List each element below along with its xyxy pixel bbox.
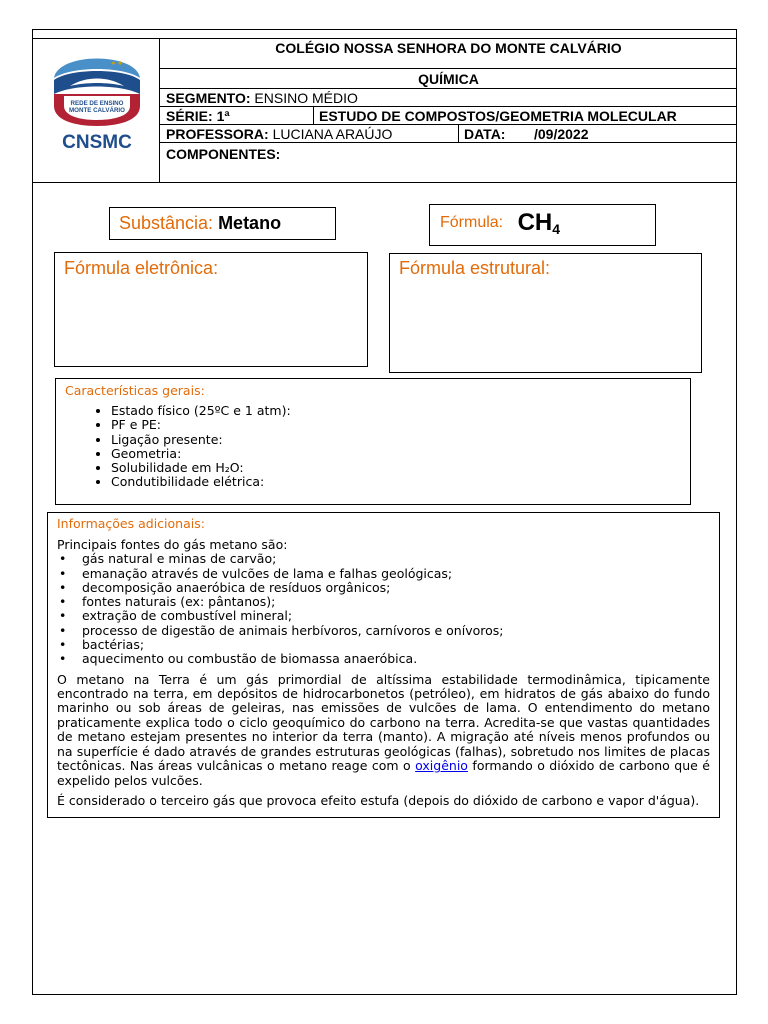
substance-label: Substância: (119, 213, 219, 233)
list-item: • Ligação presente: (111, 433, 681, 447)
list-item: • Condutibilidade elétrica: (111, 475, 681, 489)
segment-row (160, 89, 737, 107)
date-divider (458, 125, 459, 143)
methane-paragraph-text: O metano na Terra é um gás primordial de altíssima estabilidade termodinâmica, tipicamente encontrado na terra, em depósitos de hidrocarbonetos (petróleo), em hidratos de gás abaixo do fundo marinho ou sob áreas de geleiras, nas emissões de vulcões de lama. O entendimento do metano praticamente explica todo o ciclo geoquímico do carbono na terra. Acredita-se que vastas quantidades de metano estejam presentes no interior da terra (manto). A migração até níveis menos profundos ou na superfície é dado através de grandes estruturas geológicas (falhas), sobretudo nos limites de placas tectônicas. Nas áreas vulcânicas o metano reage com o (57, 671, 710, 774)
oxygen-link[interactable]: oxigênio (415, 758, 468, 774)
formula-subscript: 4 (552, 221, 561, 237)
structural-formula-label: Fórmula estrutural: (399, 258, 551, 278)
subject-row (160, 69, 737, 89)
svg-text:MONTE CALVÁRIO: MONTE CALVÁRIO (69, 107, 125, 114)
svg-text:REDE DE ENSINO: REDE DE ENSINO (70, 100, 124, 107)
shield-logo-icon (50, 46, 144, 158)
date-label: DATA: (464, 126, 506, 142)
list-item: • extração de combustível mineral; (57, 609, 710, 623)
date-value: /09/2022 (534, 126, 589, 142)
topic-label: ESTUDO DE COMPOSTOS/GEOMETRIA MOLECULAR (319, 108, 677, 124)
electronic-formula-box (54, 252, 368, 367)
school-logo (50, 46, 144, 158)
teacher-value: LUCIANA ARAÚJO (268, 126, 393, 142)
methane-paragraph-tail: formando o dióxido de carbono que é expelido pelos vulcões. (57, 758, 710, 788)
sources-list (57, 552, 710, 666)
list-item: • Geometria: (111, 447, 681, 461)
list-item: • aquecimento ou combustão de biomassa anaeróbica. (57, 652, 710, 666)
substance-value: Metano (218, 213, 282, 233)
school-name-row (160, 38, 737, 69)
list-item: • emanação através de vulcões de lama e falhas geológicas; (57, 567, 710, 581)
sources-intro: Principais fontes do gás metano são: (57, 537, 288, 552)
characteristics-list (65, 404, 681, 490)
list-item: • decomposição anaeróbica de resíduos orgânicos; (57, 581, 710, 595)
list-item: • fontes naturais (ex: pântanos); (57, 595, 710, 609)
greenhouse-paragraph: É considerado o terceiro gás que provoca efeito estufa (depois do dióxido de carbono e vapor d'água). (57, 792, 700, 808)
characteristics-title: Características gerais: (65, 383, 205, 398)
svg-text:✦✦: ✦✦ (110, 59, 124, 68)
segment-value: ENSINO MÉDIO (250, 90, 358, 106)
list-item: • PF e PE: (111, 418, 681, 432)
methane-paragraph (57, 673, 710, 788)
components-label: COMPONENTES: (166, 146, 281, 162)
electronic-formula-label: Fórmula eletrônica: (64, 258, 219, 278)
formula-box (429, 204, 656, 246)
formula-label: Fórmula: (440, 214, 504, 231)
serie-label: SÉRIE: 1ª (166, 108, 230, 124)
additional-info-box (47, 512, 720, 818)
characteristics-box (55, 378, 691, 505)
segment-label: SEGMENTO: (166, 90, 251, 106)
list-item: • gás natural e minas de carvão; (57, 552, 710, 566)
teacher-label: PROFESSORA: (166, 126, 269, 142)
substance-box (109, 207, 336, 240)
serie-divider (313, 107, 314, 125)
formula-value (518, 209, 560, 236)
list-item: • Estado físico (25ºC e 1 atm): (111, 404, 681, 418)
list-item: • bactérias; (57, 638, 710, 652)
additional-info-title: Informações adicionais: (57, 516, 205, 531)
teacher-cell (166, 126, 392, 142)
svg-text:CNSMC: CNSMC (62, 132, 132, 153)
list-item: • Solubilidade em H₂O: (111, 461, 681, 475)
school-name: COLÉGIO NOSSA SENHORA DO MONTE CALVÁRIO (275, 40, 622, 56)
subject-name: QUÍMICA (418, 71, 479, 87)
structural-formula-box (389, 253, 702, 373)
formula-symbol: CH (517, 209, 553, 236)
list-item: • processo de digestão de animais herbívoros, carnívoros e onívoros; (57, 624, 710, 638)
